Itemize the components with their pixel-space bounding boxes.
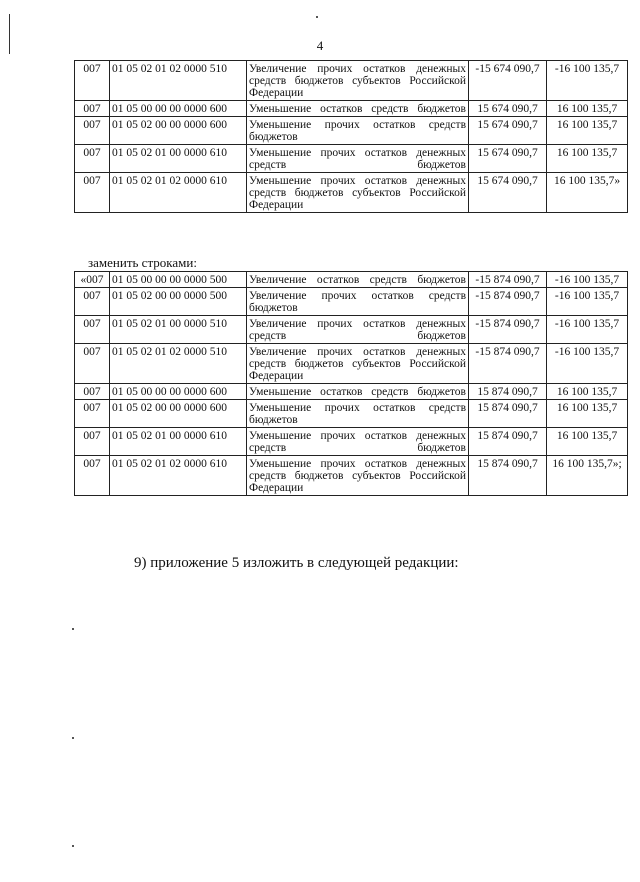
admin-code-cell: 007 bbox=[75, 344, 110, 384]
source-name-cell: Увеличение прочих остатков денежных средств бюджетов bbox=[247, 316, 469, 344]
table-after-body bbox=[75, 272, 628, 496]
amount-year2-cell: 16 100 135,7 bbox=[547, 145, 628, 173]
classification-code-cell: 01 05 02 01 02 0000 610 bbox=[110, 456, 247, 496]
amount-year1-cell: 15 874 090,7 bbox=[469, 428, 547, 456]
classification-code-cell: 01 05 02 01 02 0000 510 bbox=[110, 344, 247, 384]
scan-speck bbox=[72, 628, 74, 630]
amount-year2-cell: -16 100 135,7 bbox=[547, 316, 628, 344]
amount-year2-cell: 16 100 135,7 bbox=[547, 384, 628, 400]
admin-code-cell: 007 bbox=[75, 61, 110, 101]
page-number: 4 bbox=[316, 38, 324, 53]
admin-code-cell: 007 bbox=[75, 173, 110, 213]
source-name-cell: Увеличение остатков средств бюджетов bbox=[247, 272, 469, 288]
amount-year1-cell: -15 874 090,7 bbox=[469, 344, 547, 384]
classification-code-cell: 01 05 02 01 00 0000 510 bbox=[110, 316, 247, 344]
amount-year1-cell: -15 674 090,7 bbox=[469, 61, 547, 101]
table-row bbox=[75, 428, 628, 456]
amount-year1-cell: 15 874 090,7 bbox=[469, 400, 547, 428]
table-row bbox=[75, 101, 628, 117]
classification-code-cell: 01 05 02 00 00 0000 500 bbox=[110, 288, 247, 316]
table-before-body bbox=[75, 61, 628, 213]
admin-code-cell: 007 bbox=[75, 456, 110, 496]
amount-year1-cell: 15 674 090,7 bbox=[469, 117, 547, 145]
admin-code-cell: 007 bbox=[75, 288, 110, 316]
source-name-cell: Уменьшение прочих остатков денежных средств бюджетов субъектов Российской Федерации bbox=[247, 173, 469, 213]
source-name-cell: Увеличение прочих остатков денежных средств бюджетов субъектов Российской Федерации bbox=[247, 61, 469, 101]
admin-code-cell: 007 bbox=[75, 145, 110, 173]
closing-paragraph: 9) приложение 5 изложить в следующей редакции: bbox=[134, 555, 459, 571]
amount-year2-cell: -16 100 135,7 bbox=[547, 344, 628, 384]
table-row bbox=[75, 288, 628, 316]
scan-speck bbox=[316, 16, 318, 18]
classification-code-cell: 01 05 00 00 00 0000 600 bbox=[110, 101, 247, 117]
admin-code-cell: 007 bbox=[75, 400, 110, 428]
classification-code-cell: 01 05 02 00 00 0000 600 bbox=[110, 117, 247, 145]
amount-year2-cell: -16 100 135,7 bbox=[547, 272, 628, 288]
amount-year1-cell: 15 674 090,7 bbox=[469, 173, 547, 213]
amount-year1-cell: -15 874 090,7 bbox=[469, 288, 547, 316]
table-row bbox=[75, 117, 628, 145]
sources-table-after bbox=[74, 271, 628, 496]
admin-code-cell: 007 bbox=[75, 117, 110, 145]
admin-code-cell: 007 bbox=[75, 316, 110, 344]
amount-year1-cell: 15 874 090,7 bbox=[469, 456, 547, 496]
admin-code-cell: 007 bbox=[75, 101, 110, 117]
scan-speck bbox=[72, 845, 74, 847]
amount-year2-cell: 16 100 135,7 bbox=[547, 400, 628, 428]
table-row bbox=[75, 173, 628, 213]
amount-year2-cell: 16 100 135,7 bbox=[547, 428, 628, 456]
classification-code-cell: 01 05 00 00 00 0000 500 bbox=[110, 272, 247, 288]
table-row bbox=[75, 61, 628, 101]
table-row bbox=[75, 384, 628, 400]
amount-year2-cell: 16 100 135,7» bbox=[547, 173, 628, 213]
amount-year1-cell: -15 874 090,7 bbox=[469, 272, 547, 288]
source-name-cell: Уменьшение прочих остатков денежных средств бюджетов bbox=[247, 145, 469, 173]
amount-year2-cell: 16 100 135,7 bbox=[547, 117, 628, 145]
classification-code-cell: 01 05 00 00 00 0000 600 bbox=[110, 384, 247, 400]
table-row bbox=[75, 456, 628, 496]
amount-year1-cell: -15 874 090,7 bbox=[469, 316, 547, 344]
sources-table-before bbox=[74, 60, 628, 213]
amount-year2-cell: 16 100 135,7 bbox=[547, 101, 628, 117]
amount-year2-cell: 16 100 135,7»; bbox=[547, 456, 628, 496]
source-name-cell: Уменьшение остатков средств бюджетов bbox=[247, 101, 469, 117]
amount-year2-cell: -16 100 135,7 bbox=[547, 61, 628, 101]
classification-code-cell: 01 05 02 00 00 0000 600 bbox=[110, 400, 247, 428]
amount-year1-cell: 15 674 090,7 bbox=[469, 145, 547, 173]
amount-year2-cell: -16 100 135,7 bbox=[547, 288, 628, 316]
source-name-cell: Увеличение прочих остатков средств бюджетов bbox=[247, 288, 469, 316]
classification-code-cell: 01 05 02 01 02 0000 610 bbox=[110, 173, 247, 213]
classification-code-cell: 01 05 02 01 00 0000 610 bbox=[110, 428, 247, 456]
table-row bbox=[75, 344, 628, 384]
admin-code-cell: «007 bbox=[75, 272, 110, 288]
amount-year1-cell: 15 674 090,7 bbox=[469, 101, 547, 117]
classification-code-cell: 01 05 02 01 00 0000 610 bbox=[110, 145, 247, 173]
amount-year1-cell: 15 874 090,7 bbox=[469, 384, 547, 400]
classification-code-cell: 01 05 02 01 02 0000 510 bbox=[110, 61, 247, 101]
replace-label: заменить строками: bbox=[88, 255, 197, 270]
source-name-cell: Уменьшение прочих остатков средств бюджетов bbox=[247, 400, 469, 428]
source-name-cell: Уменьшение прочих остатков денежных средств бюджетов bbox=[247, 428, 469, 456]
source-name-cell: Уменьшение прочих остатков денежных средств бюджетов субъектов Российской Федерации bbox=[247, 456, 469, 496]
admin-code-cell: 007 bbox=[75, 384, 110, 400]
table-row bbox=[75, 400, 628, 428]
table-row bbox=[75, 316, 628, 344]
admin-code-cell: 007 bbox=[75, 428, 110, 456]
source-name-cell: Увеличение прочих остатков денежных средств бюджетов субъектов Российской Федерации bbox=[247, 344, 469, 384]
source-name-cell: Уменьшение остатков средств бюджетов bbox=[247, 384, 469, 400]
source-name-cell: Уменьшение прочих остатков средств бюджетов bbox=[247, 117, 469, 145]
scan-speck bbox=[72, 737, 74, 739]
table-row bbox=[75, 145, 628, 173]
table-row bbox=[75, 272, 628, 288]
